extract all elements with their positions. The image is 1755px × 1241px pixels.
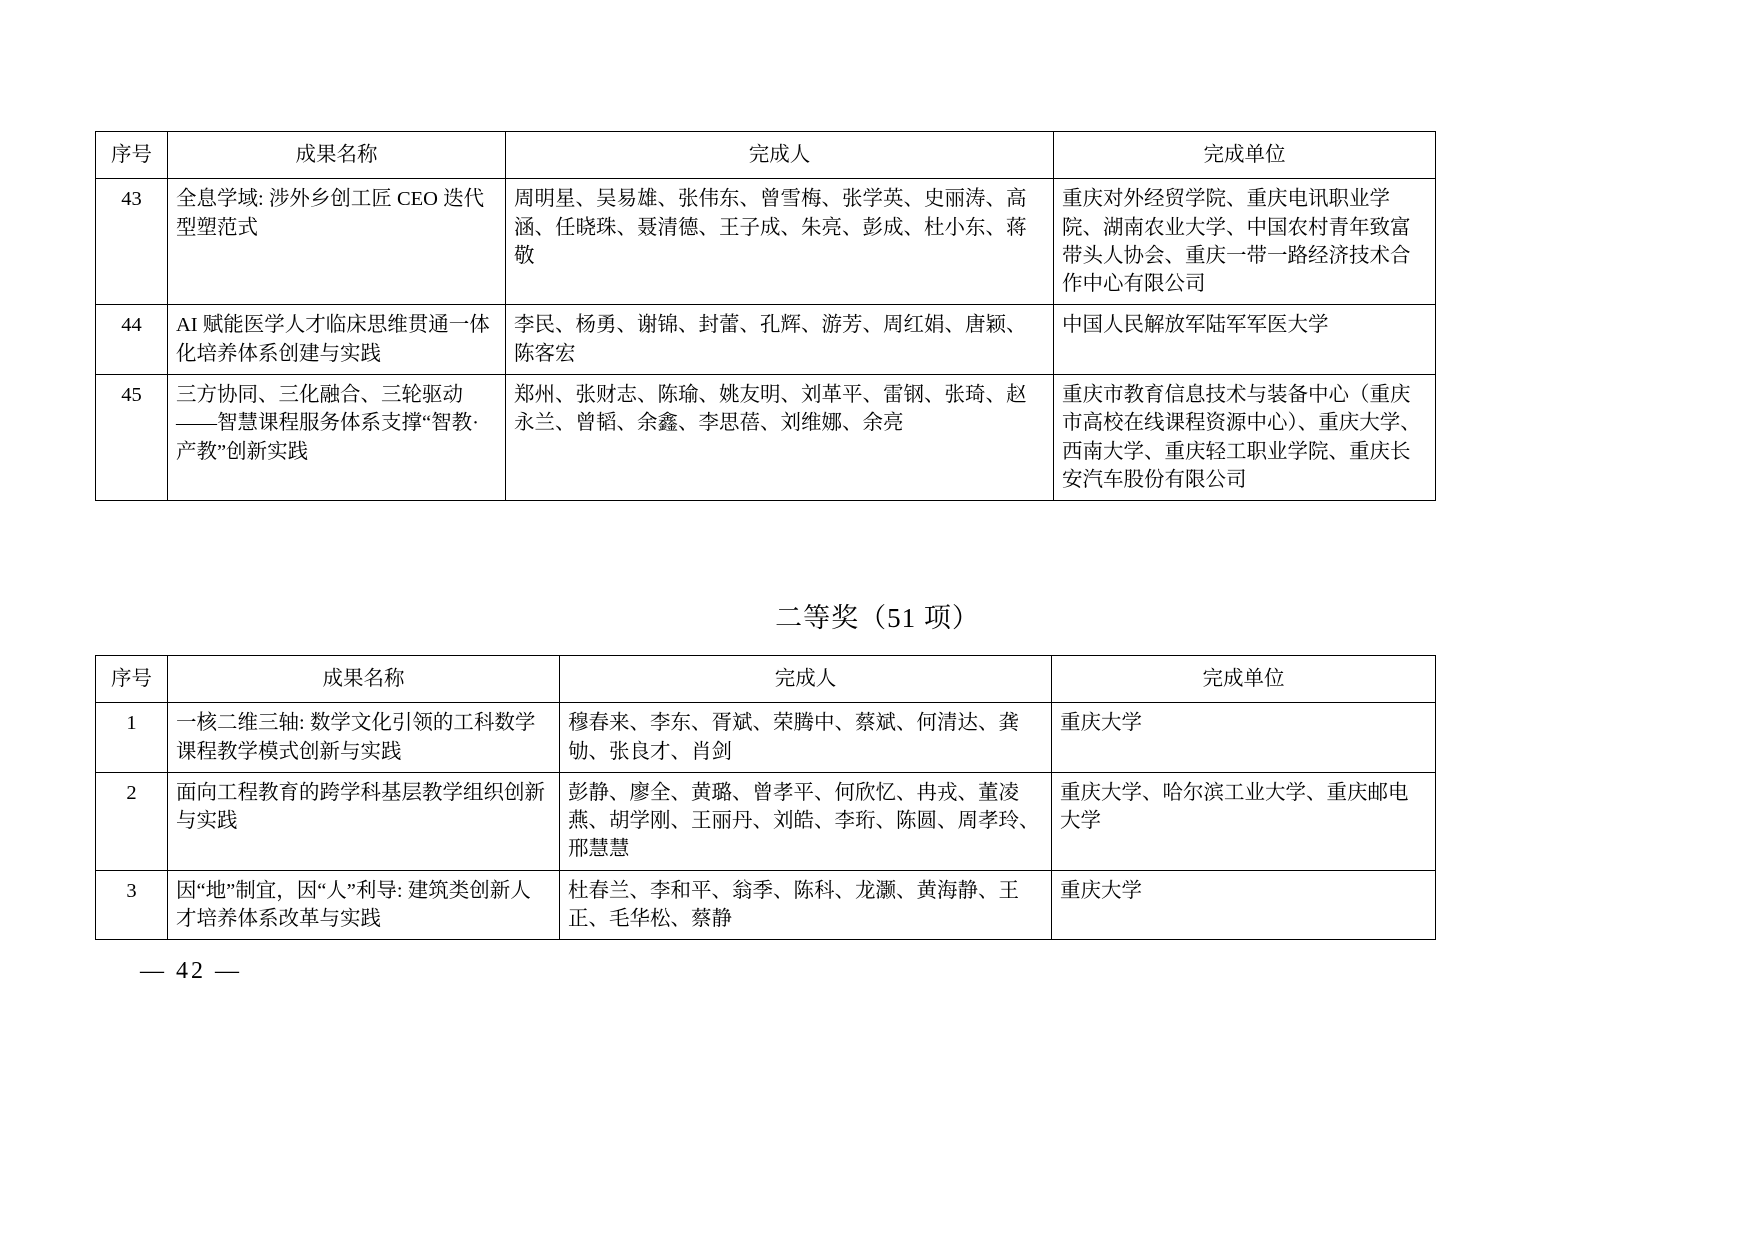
column-header-name: 成果名称 — [168, 656, 560, 703]
cell-people: 彭静、廖全、黄璐、曾孝平、何欣忆、冉戎、董凌燕、胡学刚、王丽丹、刘皓、李珩、陈圆、周孝玲、邢慧慧 — [560, 772, 1052, 870]
cell-index: 3 — [96, 870, 168, 940]
cell-unit: 中国人民解放军陆军军医大学 — [1054, 305, 1436, 375]
table-header-row — [96, 656, 1436, 703]
cell-name: 三方协同、三化融合、三轮驱动——智慧课程服务体系支撑“智教·产教”创新实践 — [168, 374, 506, 500]
column-header-index: 序号 — [96, 132, 168, 179]
cell-unit: 重庆市教育信息技术与装备中心（重庆市高校在线课程资源中心）、重庆大学、西南大学、重庆轻工职业学院、重庆长安汽车股份有限公司 — [1054, 374, 1436, 500]
cell-index: 2 — [96, 772, 168, 870]
column-header-unit: 完成单位 — [1052, 656, 1436, 703]
cell-people: 穆春来、李东、胥斌、荣腾中、蔡斌、何清达、龚劬、张良才、肖剑 — [560, 703, 1052, 773]
table-row — [96, 374, 1436, 500]
column-header-people: 完成人 — [560, 656, 1052, 703]
table-header-row — [96, 132, 1436, 179]
cell-index: 45 — [96, 374, 168, 500]
column-header-name: 成果名称 — [168, 132, 506, 179]
cell-people: 杜春兰、李和平、翁季、陈科、龙灏、黄海静、王正、毛华松、蔡静 — [560, 870, 1052, 940]
cell-name: AI 赋能医学人才临床思维贯通一体化培养体系创建与实践 — [168, 305, 506, 375]
cell-name: 面向工程教育的跨学科基层教学组织创新与实践 — [168, 772, 560, 870]
cell-people: 周明星、吴易雄、张伟东、曾雪梅、张学英、史丽涛、高涵、任晓珠、聂清德、王子成、朱亮、彭成、杜小东、蒋敬 — [506, 179, 1054, 305]
cell-index: 43 — [96, 179, 168, 305]
awards-table-first-prize-continued — [95, 131, 1435, 501]
table-row — [96, 772, 1436, 870]
column-header-people: 完成人 — [506, 132, 1054, 179]
column-header-unit: 完成单位 — [1054, 132, 1436, 179]
column-header-index: 序号 — [96, 656, 168, 703]
page-number: — 42 — — [140, 958, 242, 984]
table-row — [96, 870, 1436, 940]
cell-unit: 重庆对外经贸学院、重庆电讯职业学院、湖南农业大学、中国农村青年致富带头人协会、重庆一带一路经济技术合作中心有限公司 — [1054, 179, 1436, 305]
cell-people: 李民、杨勇、谢锦、封蕾、孔辉、游芳、周红娟、唐颖、陈客宏 — [506, 305, 1054, 375]
table — [95, 655, 1436, 940]
cell-people: 郑州、张财志、陈瑜、姚友明、刘革平、雷钢、张琦、赵永兰、曾韬、余鑫、李思蓓、刘维娜、余亮 — [506, 374, 1054, 500]
table — [95, 131, 1436, 501]
table-row — [96, 703, 1436, 773]
cell-unit: 重庆大学 — [1052, 703, 1436, 773]
section-title: 二等奖（51 项） — [775, 603, 980, 633]
cell-index: 44 — [96, 305, 168, 375]
table-row — [96, 305, 1436, 375]
table-row — [96, 179, 1436, 305]
cell-name: 因“地”制宜，因“人”利导: 建筑类创新人才培养体系改革与实践 — [168, 870, 560, 940]
cell-unit: 重庆大学 — [1052, 870, 1436, 940]
awards-table-second-prize — [95, 655, 1435, 940]
cell-name: 全息学域: 涉外乡创工匠 CEO 迭代型塑范式 — [168, 179, 506, 305]
cell-unit: 重庆大学、哈尔滨工业大学、重庆邮电大学 — [1052, 772, 1436, 870]
cell-index: 1 — [96, 703, 168, 773]
cell-name: 一核二维三轴: 数学文化引领的工科数学课程教学模式创新与实践 — [168, 703, 560, 773]
